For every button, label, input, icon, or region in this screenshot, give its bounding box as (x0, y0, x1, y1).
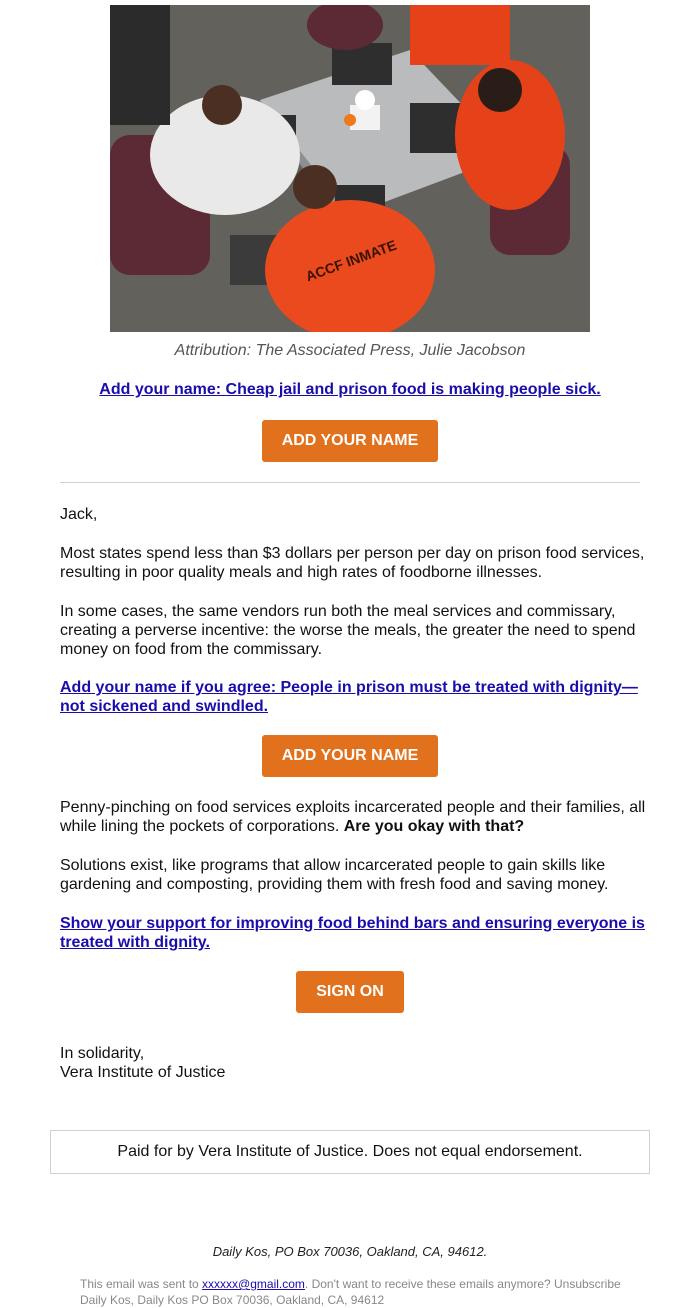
cta-link-3-wrap (60, 914, 650, 952)
greeting: Jack, (60, 506, 98, 523)
paragraph-question: Are you okay with that? (343, 818, 525, 835)
divider (60, 482, 640, 483)
photo-caption: Attribution: The Associated Press, Julie Jacobson (174, 342, 526, 359)
paid-for-text: Paid for by Vera Institute of Justice. Does not equal endorsement. (117, 1143, 583, 1160)
company-line: Daily Kos, Daily Kos PO Box 70036, Oakland, CA, 94612 (80, 1293, 385, 1307)
sent-to-prefix: This email was sent to (80, 1277, 203, 1291)
cta-link-support[interactable]: Show your support for improving food behind bars and ensuring everyone is treated with dignity. (60, 915, 645, 951)
unsubscribe-text[interactable]: . Don't want to receive these emails anymore? Unsubscribe (304, 1277, 621, 1291)
hero-photo-illustration (110, 5, 590, 332)
sent-to-line (80, 1277, 621, 1291)
cta-link-dignity[interactable]: Add your name if you agree: People in prison must be treated with dignity—not sickened and swindled. (60, 679, 638, 715)
cta-link-2-wrap (60, 678, 650, 716)
hero-photo (110, 5, 590, 332)
paragraph-solutions: Solutions exist, like programs that allow incarcerated people to gain skills like gardening and composting, providing them with fresh food and saving money. (60, 857, 609, 893)
sign-on-button[interactable]: SIGN ON (296, 971, 404, 1013)
paid-for-notice (50, 1130, 650, 1174)
add-your-name-button-2[interactable]: ADD YOUR NAME (262, 735, 438, 777)
paragraph-penny-pinching-text: Penny-pinching on food services exploits incarcerated people and their families, all while lining the pockets of corporations. (60, 799, 646, 835)
paragraph-spending: Most states spend less than $3 dollars per person per day on prison food services, resulting in poor quality meals and high rates of foodborne illnesses. (60, 545, 645, 581)
add-your-name-button-1[interactable]: ADD YOUR NAME (262, 420, 438, 462)
paragraph-vendors: In some cases, the same vendors run both the meal services and commissary, creating a perverse incentive: the worse the meals, the greater the need to spend money on food from the commissary. (60, 603, 636, 658)
paragraph-penny-pinching (60, 798, 650, 836)
recipient-email-link[interactable]: xxxxxx@gmail.com (202, 1277, 305, 1291)
mailing-address: Daily Kos, PO Box 70036, Oakland, CA, 94612. (212, 1244, 488, 1259)
shirt-text: ACCF INMATE (303, 236, 399, 285)
signoff: In solidarity, (60, 1045, 145, 1062)
cta-link-1-wrap (0, 381, 700, 399)
signature: Vera Institute of Justice (60, 1064, 226, 1081)
cta-link-cheap-food[interactable]: Add your name: Cheap jail and prison food is making people sick. (99, 381, 601, 398)
